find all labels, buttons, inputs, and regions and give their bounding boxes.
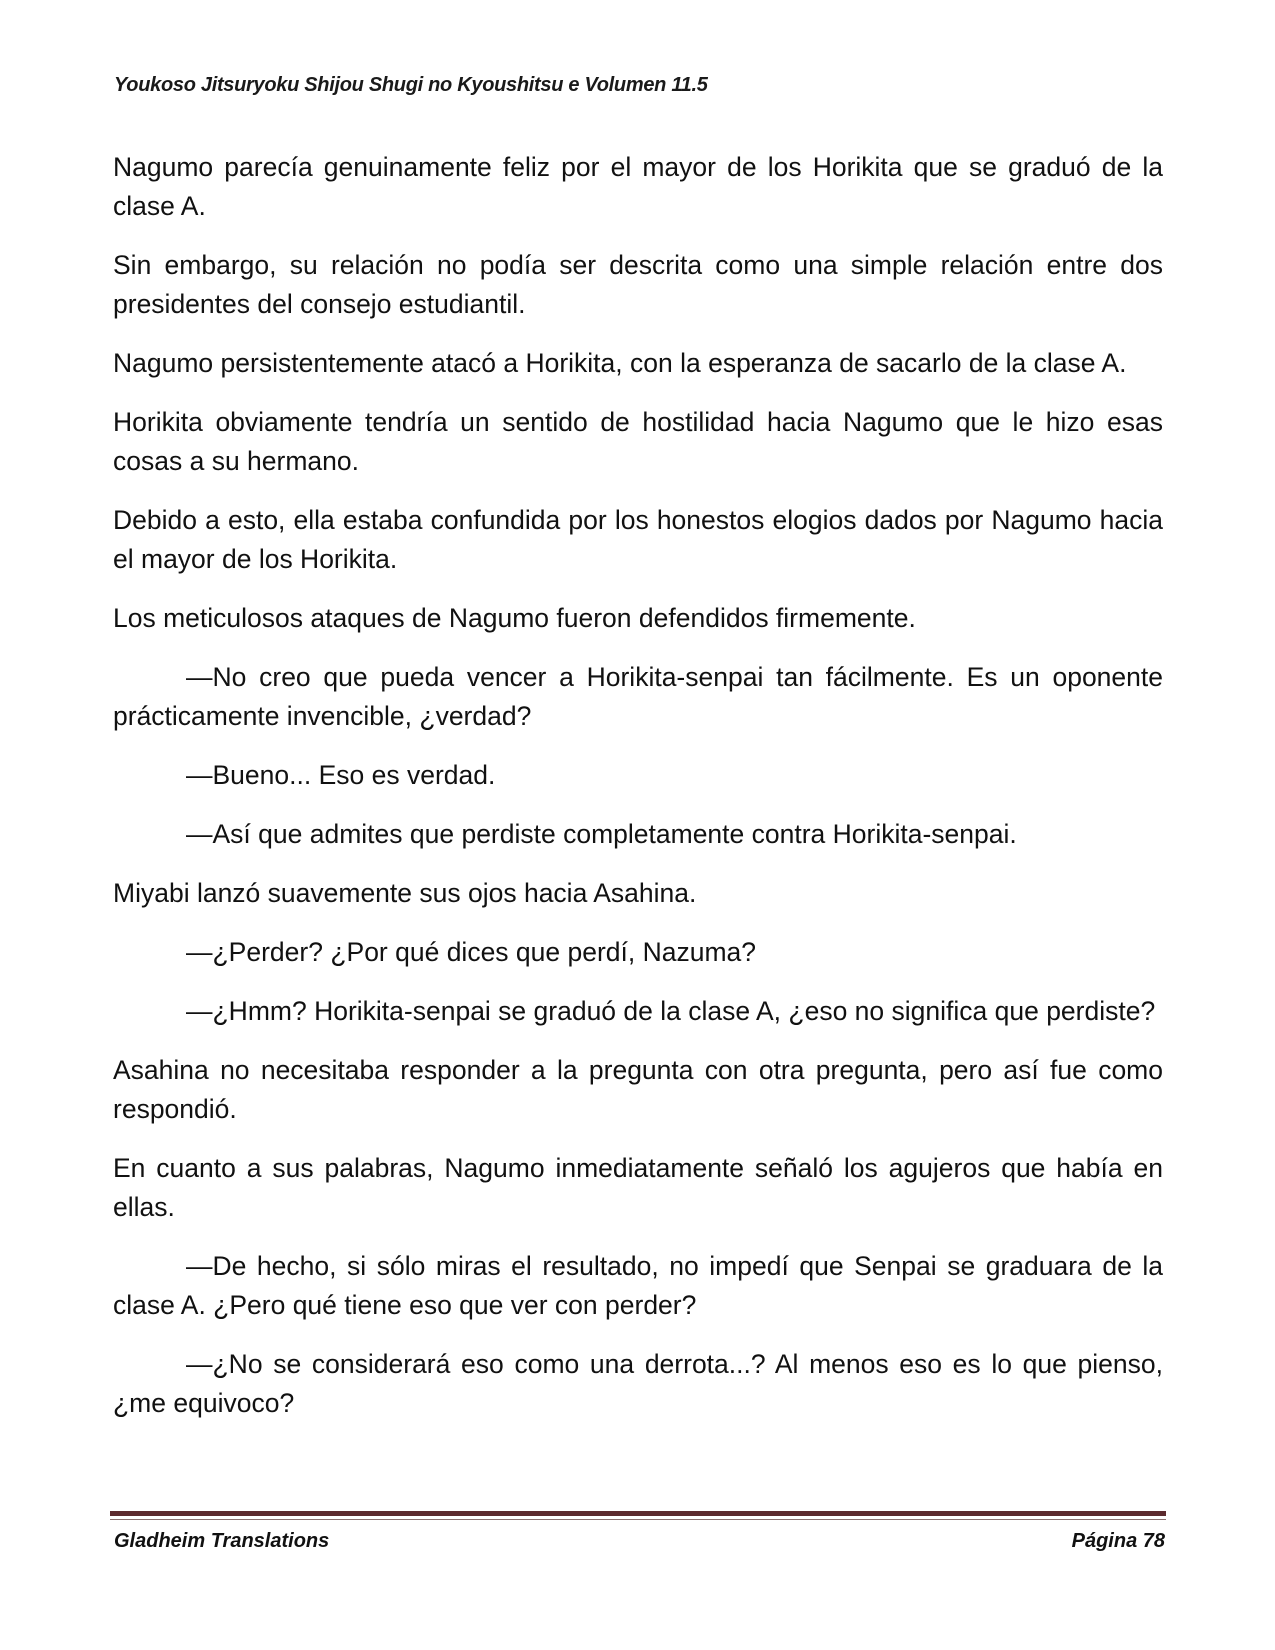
dialogue-paragraph: —Así que admites que perdiste completamente contra Horikita-senpai. xyxy=(186,819,1017,849)
page-number: Página 78 xyxy=(1071,1530,1165,1552)
page-body xyxy=(113,148,1163,1443)
dialogue-paragraph: —¿Hmm? Horikita-senpai se graduó de la clase A, ¿eso no significa que perdiste? xyxy=(186,996,1156,1026)
paragraph: Nagumo persistentemente atacó a Horikita, con la esperanza de sacarlo de la clase A. xyxy=(113,348,1127,378)
paragraph: Debido a esto, ella estaba confundida por los honestos elogios dados por Nagumo hacia el mayor de los Horikita. xyxy=(113,505,1163,574)
paragraph: Los meticulosos ataques de Nagumo fueron defendidos firmemente. xyxy=(113,603,916,633)
dialogue-paragraph: —¿Perder? ¿Por qué dices que perdí, Nazuma? xyxy=(186,937,757,967)
paragraph: Asahina no necesitaba responder a la pregunta con otra pregunta, pero así fue como respondió. xyxy=(113,1055,1163,1124)
footer-rule-thick xyxy=(110,1511,1166,1516)
dialogue-paragraph: —De hecho, si sólo miras el resultado, no impedí que Senpai se graduara de la clase A. ¿Pero qué tiene eso que ver con perder? xyxy=(113,1251,1163,1320)
paragraph: Nagumo parecía genuinamente feliz por el mayor de los Horikita que se graduó de la clase A. xyxy=(113,152,1163,221)
paragraph: Miyabi lanzó suavemente sus ojos hacia Asahina. xyxy=(113,878,697,908)
paragraph: Horikita obviamente tendría un sentido de hostilidad hacia Nagumo que le hizo esas cosas a su hermano. xyxy=(113,407,1163,476)
paragraph: Sin embargo, su relación no podía ser descrita como una simple relación entre dos presidentes del consejo estudiantil. xyxy=(113,250,1163,319)
paragraph: En cuanto a sus palabras, Nagumo inmediatamente señaló los agujeros que había en ellas. xyxy=(113,1153,1163,1222)
dialogue-paragraph: —Bueno... Eso es verdad. xyxy=(186,760,496,790)
dialogue-paragraph: —No creo que pueda vencer a Horikita-senpai tan fácilmente. Es un oponente prácticamente invencible, ¿verdad? xyxy=(113,662,1163,731)
running-header: Youkoso Jitsuryoku Shijou Shugi no Kyoushitsu e Volumen 11.5 xyxy=(114,74,708,96)
dialogue-paragraph: —¿No se considerará eso como una derrota...? Al menos eso es lo que pienso, ¿me equivoco? xyxy=(113,1349,1163,1418)
footer-rule-thin xyxy=(110,1519,1166,1520)
footer-credit: Gladheim Translations xyxy=(114,1530,330,1552)
